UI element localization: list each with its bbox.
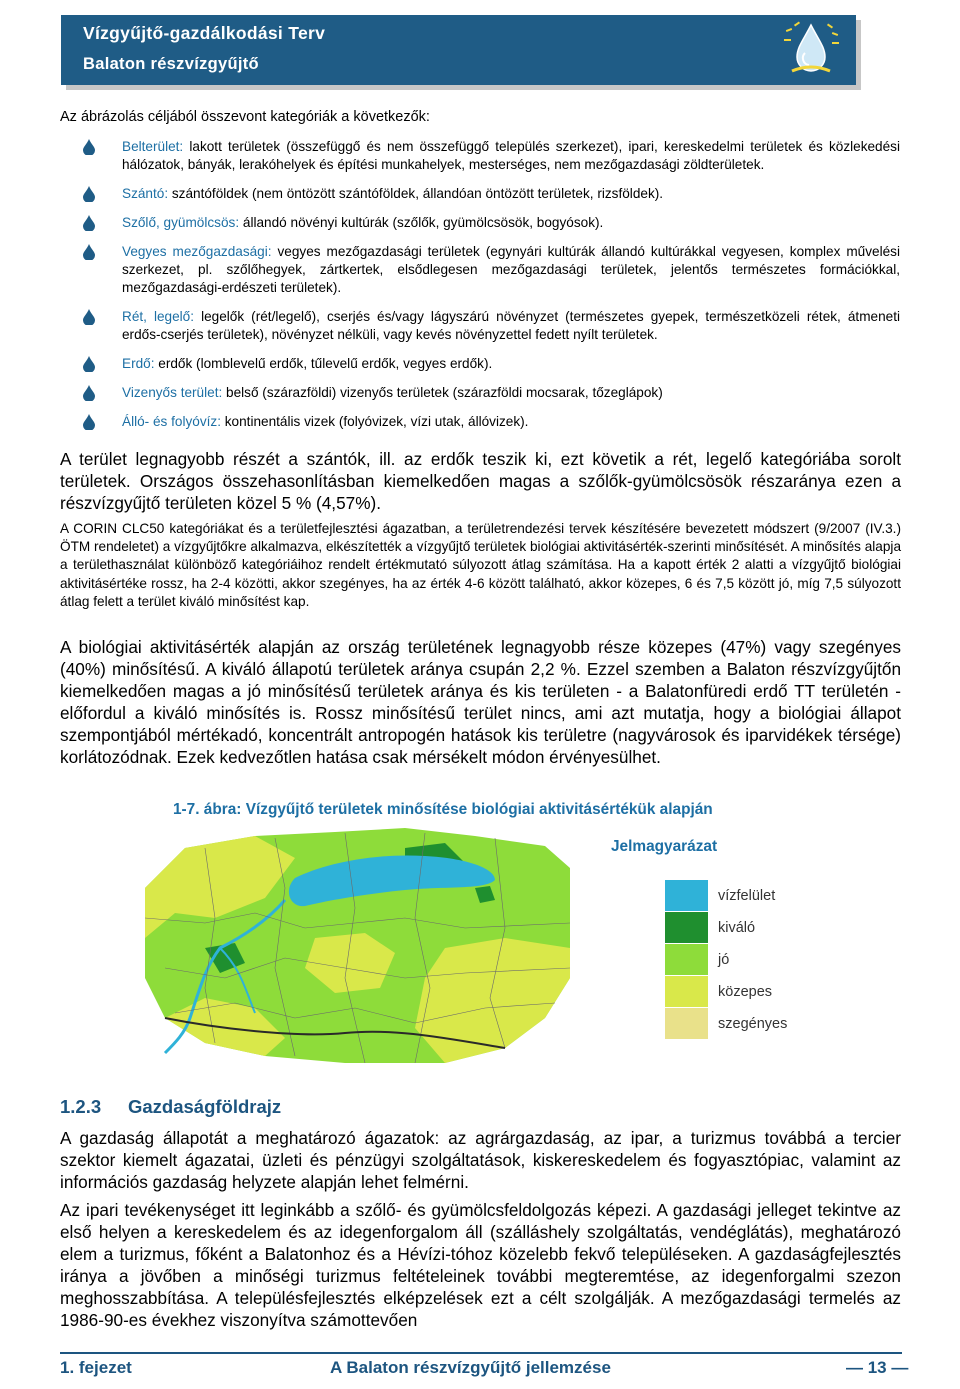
category-description: vegyes mezőgazdasági területek (egynyári kultúrák állandó kultúrákkal vegyesen, komplex művelési szerkezet, pl. szőlőhegyek, zártkertek, elsődlegesen mezőgazdasági területek, jelentős természetes formációkkal, mezőgazdasági-erdészeti területek). <box>122 244 900 295</box>
page-header <box>61 15 856 85</box>
legend-label: kiváló <box>718 920 756 936</box>
category-name: Szántó: <box>122 186 169 201</box>
section-heading <box>60 1096 281 1118</box>
category-name: Erdő: <box>122 356 155 371</box>
legend-swatch <box>665 944 708 975</box>
list-item <box>60 185 900 203</box>
drop-bullet-icon <box>81 309 97 325</box>
list-item <box>60 243 900 297</box>
drop-bullet-icon <box>81 215 97 231</box>
category-list <box>60 138 900 442</box>
legend-item <box>665 912 810 943</box>
footer-chapter: 1. fejezet <box>60 1358 132 1377</box>
intro-text: Az ábrázolás céljából összevont kategóriák a következők: <box>60 109 430 125</box>
list-item <box>60 214 900 232</box>
paragraph-land-use: A terület legnagyobb részét a szántók, ill. az erdők teszik ki, ezt követik a rét, legelő kategóriába sorolt területek. Országos összehasonlításban kiemelkedően magas a szőlők-gyümölcsösök részaránya ezen a részvízgyűjtő területen közel 5 % (4,57%). <box>60 449 901 513</box>
list-item <box>60 355 900 373</box>
figure-caption: 1-7. ábra: Vízgyűjtő területek minősítése biológiai aktivitásértékük alapján <box>173 801 713 818</box>
paragraph-economy: A gazdaság állapotát a meghatározó ágazatok: az agrárgazdaság, az ipar, a turizmus továbbá a tercier szektor kiemelt ágazatai, üzleti és pénzügyi szolgáltatások, kiskereskedelem és fogyasztópiac, valamint az információs gazdaság helyzete alapján lehet felmérni. <box>60 1128 901 1192</box>
legend-label: szegényes <box>718 1016 788 1032</box>
drop-bullet-icon <box>81 414 97 430</box>
drop-bullet-icon <box>81 139 97 155</box>
footer-title: A Balaton részvízgyűjtő jellemzése <box>330 1358 611 1377</box>
category-description: szántóföldek (nem öntözött szántóföldek, állandóan öntözött területek, rizsföldek). <box>168 186 664 201</box>
category-description: állandó növényi kultúrák (szőlők, gyümölcsösök, bogyósok). <box>239 215 604 230</box>
legend-swatch <box>665 1008 708 1039</box>
category-name: Belterület: <box>122 139 184 154</box>
bio-activity-map-image <box>145 828 570 1063</box>
legend-item <box>665 944 810 975</box>
drop-bullet-icon <box>81 356 97 372</box>
category-description: erdők (lomblevelű erdők, tűlevelű erdők, vegyes erdők). <box>154 356 493 371</box>
category-description: lakott területek (összefüggő és nem összefüggő település szerkezet), ipari, kereskedelmi területek és közlekedési hálózatok, bányák, lerakóhelyek és építési munkahelyek, mesterséges, nem mezőgazdasági zöldterületek. <box>122 139 900 172</box>
legend-item <box>665 976 810 1007</box>
legend-swatch <box>665 880 708 911</box>
list-item <box>60 308 900 344</box>
category-name: Szőlő, gyümölcsös: <box>122 215 240 230</box>
legend-label: közepes <box>718 984 773 1000</box>
legend-label: jó <box>718 952 730 968</box>
header-title: Vízgyűjtő-gazdálkodási Terv <box>83 23 326 43</box>
section-title: Gazdaságföldrajz <box>128 1096 282 1117</box>
drop-bullet-icon <box>81 186 97 202</box>
header-subtitle: Balaton részvízgyűjtő <box>83 55 259 73</box>
list-item <box>60 138 900 174</box>
legend-label: vízfelület <box>718 888 776 904</box>
category-name: Álló- és folyóvíz: <box>122 414 221 429</box>
category-description: kontinentális vizek (folyóvizek, vízi utak, állóvizek). <box>220 414 529 429</box>
paragraph-methodology: A CORIN CLC50 kategóriákat és a területfejlesztési ágazatban, a területrendezési tervek készítésére bevezetett módszert (9/2007 (IV.3.) ÖTM rendeletet) a vízgyűjtőkre alkalmazva, elkészítették a vízgyűjtő területek biológiai aktivitásérték-szerinti minősítését. A minősítés alapja a területhasználat különböző kategóriáihoz rendelt értékmutató súlyozott átlag számítása. Ha a kapott érték 2 alatti a vízgyűjtő biológiai aktivitásértéke rossz, ha 2-4 közötti, akkor szegényes, ha az érték 4-6 között található, akkor közepes, 6 és 7,5 között jó, míg 7,5 súlyozott átlag felett a terület kiváló minősítést kap. <box>60 521 901 609</box>
category-name: Vegyes mezőgazdasági: <box>122 244 272 259</box>
list-item <box>60 413 900 431</box>
footer-divider <box>60 1352 902 1354</box>
paragraph-industry: Az ipari tevékenységet itt leginkább a szőlő- és gyümölcsfeldolgozás képezi. A gazdasági jelleget tekintve az első helyen a kereskedelem és az idegenforgalom áll (szálláshely szolgáltatás, vendéglátás), meghatározó elem a turizmus, főként a Balatonhoz és a Hévízi-tóhoz közelebb fekvő településeken. A gazdaságfejlesztés iránya a jövőben a minőségi turizmus feltételeinek további megteremtése, az idegenforgalmi szezon meghosszabbítása. A településfejlesztés elképzelések ezt a célt szolgálják. A mezőgazdasági termelés az 1986-90-es évekhez viszonyítva számottevően <box>60 1200 901 1330</box>
legend-item <box>665 1008 810 1039</box>
water-drop-logo-icon <box>780 19 842 81</box>
paragraph-bio-activity: A biológiai aktivitásérték alapján az ország területének legnagyobb része közepes (47%) vagy szegényes (40%) minősítésű. A kiváló állapotú területek aránya csupán 2,2 %. Ezzel szemben a Balaton részvízgyűjtőn kiemelkedően magas a jó minősítésű területek aránya és kis területen - a Balatonfüredi erdő TT területén - előfordul a kiváló minősítés is. Rossz minősítésű terület nincs, ami azt mutatja, hogy a biológiai állapot szempontjából mértékadó, koncentrált antropogén hatások kis területre (nagyvárosok és iparvidékek térsége) korlátozódnak. Ezek kedvezőtlen hatása csak mérsékelt módon érvényesülhet. <box>60 637 901 767</box>
legend-swatch <box>665 912 708 943</box>
legend-item <box>665 880 810 911</box>
category-name: Vizenyős terület: <box>122 385 223 400</box>
section-number: 1.2.3 <box>60 1096 102 1117</box>
category-name: Rét, legelő: <box>122 309 195 324</box>
category-description: belső (szárazföldi) vizenyős területek (szárazföldi mocsarak, tőzeglápok) <box>222 385 663 400</box>
list-item <box>60 384 900 402</box>
map-legend <box>665 880 810 1040</box>
legend-title: Jelmagyarázat <box>611 838 718 855</box>
drop-bullet-icon <box>81 385 97 401</box>
page-number: — 13 — <box>846 1358 909 1377</box>
category-description: legelők (rét/legelő), cserjés és/vagy lágyszárú növényzet (természetes gyepek, természetközeli rétek, átmeneti erdős-cserjés területek), növényzet nélküli, vagy kevés növényzettel fedett nyílt területek. <box>122 309 901 342</box>
legend-swatch <box>665 976 708 1007</box>
drop-bullet-icon <box>81 244 97 260</box>
